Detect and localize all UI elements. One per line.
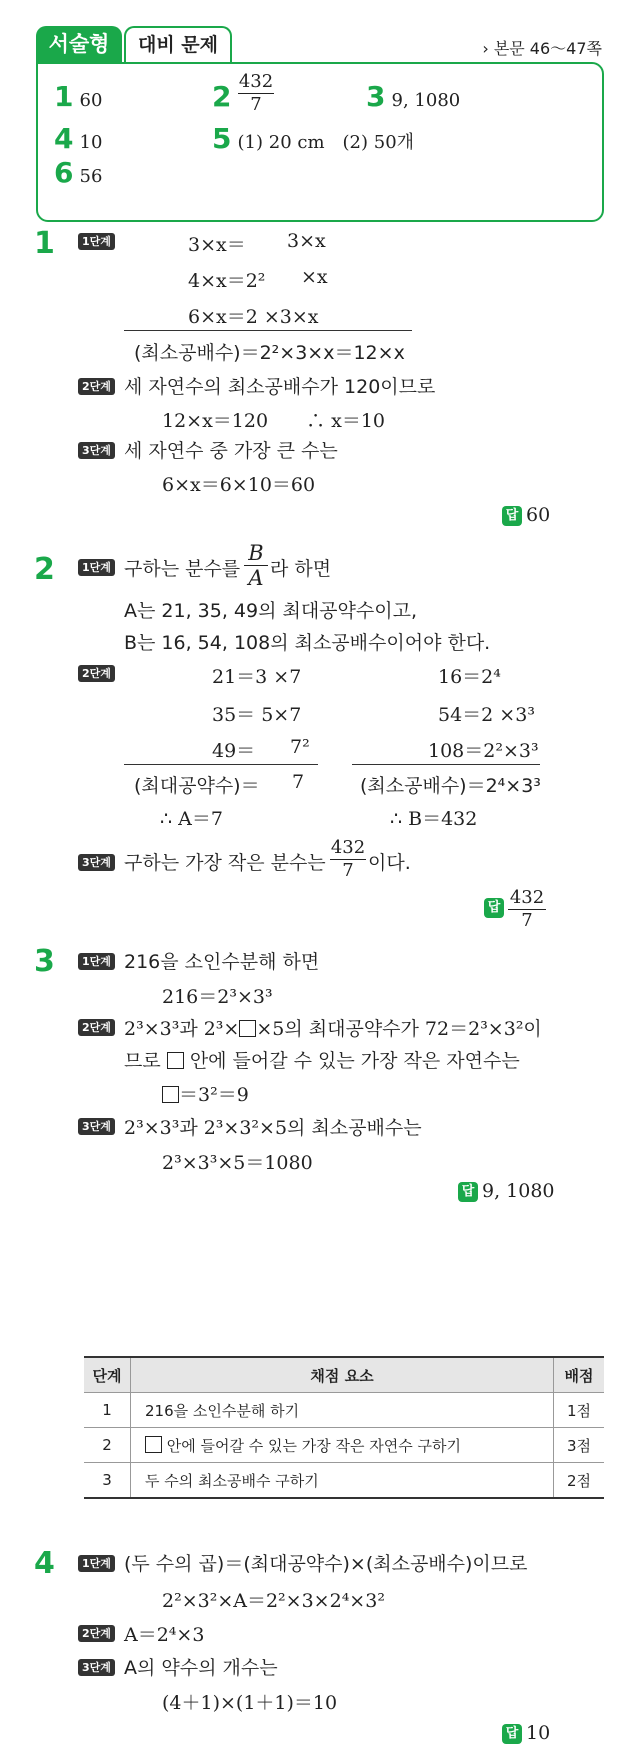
question-number-4: 4 [34, 1546, 55, 1581]
page-reference: › 본문 46～47쪽 [482, 39, 602, 58]
q2-step3-b: 이다. [368, 852, 411, 874]
q2-right-row1: 16＝2⁴ [438, 666, 501, 688]
table-header-step: 단계 [84, 1357, 131, 1393]
q3-step2-line2: 므로 안에 들어갈 수 있는 가장 작은 자연수는 [124, 1050, 520, 1072]
q2-left-row1: 21＝3 ×7 [212, 666, 302, 688]
q2-left-gcd-label: (최대공약수)＝ [134, 775, 260, 797]
question-number-3: 3 [34, 944, 55, 979]
step-badge-2: 2단계 [78, 1019, 115, 1036]
answer-mark-icon: 답 [502, 1724, 522, 1744]
q4-answer: 10 [526, 1722, 551, 1744]
q1-row2a: 4×x＝2² [188, 270, 266, 292]
table-cell-criteria: 두 수의 최소공배수 구하기 [131, 1463, 554, 1499]
step-badge-2: 2단계 [78, 378, 115, 395]
q3-step1-text: 216을 소인수분해 하면 [124, 951, 320, 973]
q4-step3-eq: (4＋1)×(1＋1)＝10 [162, 1692, 338, 1714]
q2-step1-a: 구하는 분수를 [124, 558, 241, 580]
blank-box-icon [239, 1020, 256, 1037]
answer-mark-icon: 답 [484, 898, 504, 918]
table-cell-criteria: 216을 소인수분해 하기 [131, 1393, 554, 1428]
q1-answer: 60 [526, 504, 551, 526]
table-cell-criteria: 안에 들어갈 수 있는 가장 작은 자연수 구하기 [131, 1428, 554, 1463]
chevron-right-icon: › [482, 39, 489, 58]
summary-item-2: 2 [212, 80, 232, 113]
answer-mark-icon: 답 [502, 506, 522, 526]
q2-right-lcm: (최소공배수)＝2⁴×3³ [360, 775, 541, 797]
q2-right-divider [352, 764, 540, 765]
q1-divider [124, 330, 412, 331]
summary-item-4: 4 10 [54, 122, 103, 155]
step-badge-3: 3단계 [78, 854, 115, 871]
q2-line3: B는 16, 54, 108의 최소공배수이어야 한다. [124, 632, 491, 654]
step-badge-2: 2단계 [78, 1625, 115, 1642]
table-cell-step: 3 [84, 1463, 131, 1499]
table-cell-step: 2 [84, 1428, 131, 1463]
q3-step3-text: 2³×3³과 2³×3²×5의 최소공배수는 [124, 1117, 422, 1139]
q2-left-divider [124, 764, 318, 765]
q2-right-row3: 108＝2²×3³ [428, 740, 539, 762]
answer-mark-icon: 답 [458, 1182, 478, 1202]
q2-fraction-BA: B A [244, 542, 268, 589]
q1-row1b: 3×x [287, 230, 326, 252]
table-row [84, 1428, 604, 1463]
q2-left-gcd-value: 7 [292, 771, 305, 793]
q1-step2-eq: 12×x＝120 ∴ x＝10 [162, 410, 386, 432]
step-badge-1: 1단계 [78, 233, 115, 250]
q4-step2-eq: A＝2⁴×3 [124, 1624, 205, 1646]
summary-item-3: 3 9, 1080 [366, 80, 461, 113]
table-header-score: 배점 [554, 1357, 605, 1393]
q4-step1-eq: 2²×3²×A＝2²×3×2⁴×3² [162, 1590, 385, 1612]
section-tab-essay: 서술형 [36, 26, 122, 64]
q1-row4: (최소공배수)＝2²×3×x＝12×x [134, 342, 405, 364]
q2-step1-b: 라 하면 [270, 558, 332, 580]
q4-step1-text: (두 수의 곱)＝(최대공약수)×(최소공배수)이므로 [124, 1553, 528, 1575]
q2-line2: A는 21, 35, 49의 최대공약수이고, [124, 600, 417, 622]
table-cell-score: 2점 [554, 1463, 605, 1499]
blank-box-icon [145, 1436, 162, 1453]
q2-left-row2: 35＝ 5×7 [212, 704, 302, 726]
q1-row3: 6×x＝2 ×3×x [188, 306, 319, 328]
q1-row1a: 3×x＝ [188, 234, 246, 256]
q2-left-result: ∴ A＝7 [160, 808, 223, 830]
table-row [84, 1393, 604, 1428]
summary-fraction-2: 432 7 [238, 71, 274, 115]
summary-item-1: 1 60 [54, 80, 103, 113]
q3-step3-eq: 2³×3³×5＝1080 [162, 1152, 313, 1174]
step-badge-1: 1단계 [78, 1555, 115, 1572]
step-badge-3: 3단계 [78, 1659, 115, 1676]
q4-step3-text: A의 약수의 개수는 [124, 1657, 278, 1679]
step-badge-2: 2단계 [78, 665, 115, 682]
question-number-2: 2 [34, 552, 55, 587]
blank-box-icon [162, 1086, 179, 1103]
step-badge-3: 3단계 [78, 1118, 115, 1135]
scoring-table [84, 1356, 604, 1499]
q3-step2-result: ＝3²＝9 [162, 1080, 249, 1107]
question-number-1: 1 [34, 226, 55, 261]
step-badge-3: 3단계 [78, 442, 115, 459]
table-cell-score: 3점 [554, 1428, 605, 1463]
q1-step3-text: 세 자연수 중 가장 큰 수는 [124, 440, 338, 462]
q2-step3-a: 구하는 가장 작은 분수는 [124, 852, 326, 874]
q1-step2-text: 세 자연수의 최소공배수가 120이므로 [124, 376, 436, 398]
q2-answer-fraction: 432 7 [509, 887, 545, 931]
table-cell-step: 1 [84, 1393, 131, 1428]
q1-row2b: ×x [301, 266, 328, 288]
q2-left-row3a: 49＝ [212, 740, 256, 762]
q1-step3-eq: 6×x＝6×10＝60 [162, 474, 316, 496]
table-cell-score: 1점 [554, 1393, 605, 1428]
q2-right-result: ∴ B＝432 [390, 808, 478, 830]
q3-step2-line1: 2³×3³과 2³× ×5의 최대공약수가 72＝2³×3²이 [124, 1018, 542, 1040]
q2-step3-fraction: 432 7 [330, 837, 366, 881]
section-tab-prep: 대비 문제 [124, 26, 232, 64]
summary-item-5: 5 (1) 20 cm (2) 50개 [212, 122, 415, 155]
q3-answer: 9, 1080 [482, 1180, 555, 1202]
table-row [84, 1463, 604, 1499]
q2-left-row3b: 7² [290, 736, 310, 758]
summary-item-6: 6 56 [54, 156, 103, 189]
q3-step1-eq: 216＝2³×3³ [162, 986, 273, 1008]
q2-right-row2: 54＝2 ×3³ [438, 704, 535, 726]
step-badge-1: 1단계 [78, 953, 115, 970]
step-badge-1: 1단계 [78, 559, 115, 576]
table-header-criteria: 채점 요소 [131, 1357, 554, 1393]
blank-box-icon [167, 1052, 184, 1069]
